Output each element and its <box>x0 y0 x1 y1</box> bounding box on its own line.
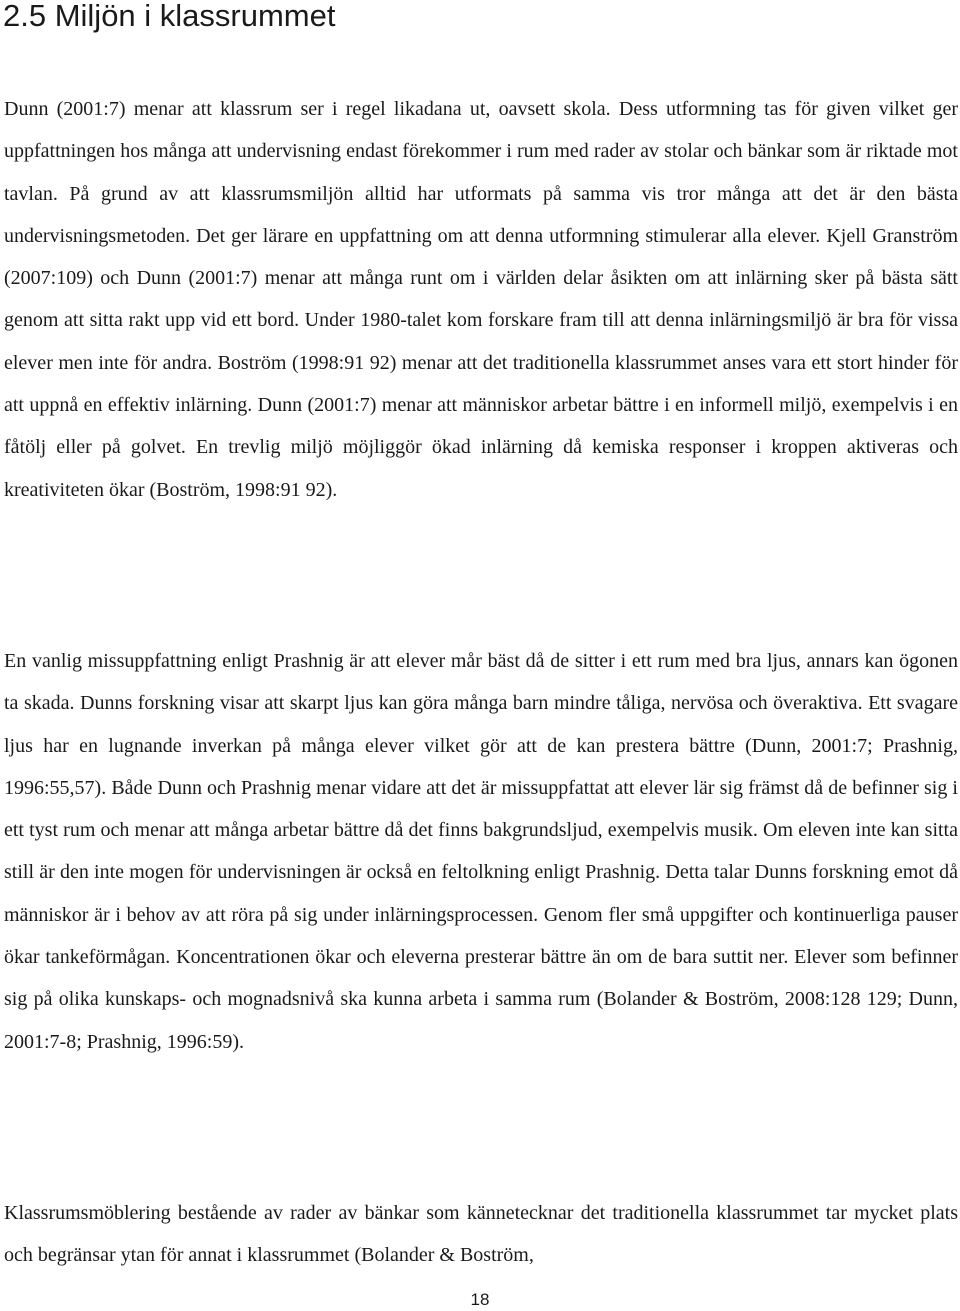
paragraph-furniture: Klassrumsmöblering bestående av rader av bänkar som kännetecknar det traditionella klassrummet tar mycket plats och begränsar ytan för annat i klassrummet (Bolander & Boström, <box>4 1202 958 1267</box>
paragraph-classroom-design: Dunn (2001:7) menar att klassrum ser i regel likadana ut, oavsett skola. Dess utformning tas för given vilket ger uppfattningen hos många att undervisning endast förekommer i rum med rader av stolar och bänkar som är riktade mot tavlan. På grund av att klassrumsmiljön alltid har utformats på samma vis tror många att det är den bästa undervisningsmetoden. Det ger lärare en uppfattning om att denna utformning stimulerar alla elever. Kjell Granström (2007:109) och Dunn (2001:7) menar att många runt om i världen delar åsikten om att inlärning sker på bästa sätt genom att sitta rakt upp vid ett bord. Under 1980-talet kom forskare fram till att denna inlärningsmiljö är bra för vissa elever men inte för andra. Boström (1998:91 92) menar att det traditionella klassrummet anses vara ett stort hinder för att uppnå en effektiv inlärning. Dunn (2001:7) menar att människor arbetar bättre i en informell miljö, exempelvis i en fåtölj eller på golvet. En trevlig miljö möjliggör ökad inlärning då kemiska responser i kroppen aktiveras och kreativiteten ökar (Boström, 1998:91 92). <box>4 98 958 501</box>
paragraph-light-and-sound: En vanlig missuppfattning enligt Prashnig är att elever mår bäst då de sitter i ett rum med bra ljus, annars kan ögonen ta skada. Dunns forskning visar att skarpt ljus kan göra många barn mindre tåliga, nervösa och överaktiva. Ett svagare ljus har en lugnande inverkan på många elever vilket gör att de kan prestera bättre (Dunn, 2001:7; Prashnig, 1996:55,57). Både Dunn och Prashnig menar vidare att det är missuppfattat att elever lär sig främst då de befinner sig i ett tyst rum och menar att många arbetar bättre då det finns bakgrundsljud, exempelvis musik. Om eleven inte kan sitta still är den inte mogen för undervisningen är också en feltolkning enligt Prashnig. Detta talar Dunns forskning emot då människor är i behov av att röra på sig under inlärningsprocessen. Genom fler små uppgifter och kontinuerliga pauser ökar tankeförmågan. Koncentrationen ökar och eleverna presterar bättre än om de bara suttit ner. Elever som befinner sig på olika kunskaps- och mognadsnivå ska kunna arbeta i samma rum (Bolander & Boström, 2008:128 129; Dunn, 2001:7-8; Prashnig, 1996:59). <box>4 650 958 1053</box>
page-number: 18 <box>470 1290 490 1309</box>
section-heading: 2.5 Miljön i klassrummet <box>3 0 336 33</box>
